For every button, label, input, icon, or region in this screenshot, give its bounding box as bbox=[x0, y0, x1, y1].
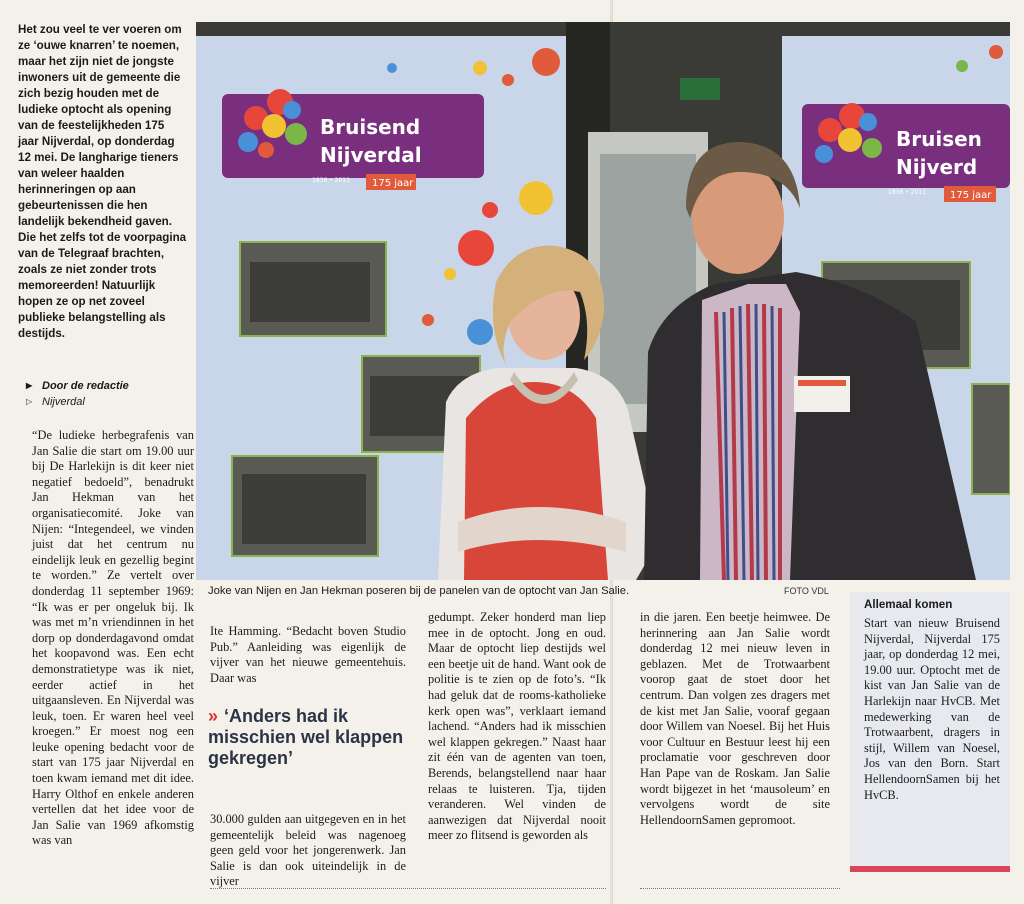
byline-place: ▷ Nijverdal bbox=[26, 394, 196, 410]
info-box-text: Start van nieuw Bruisend Nijverdal, Nijverdal 175 jaar, op donderdag 12 mei, 19.00 uur. Optocht met de kist van Jan Salie van de Harlekijn naar HvCB. Met medewerking van de Trotwaarbent, dragers in stijl, Willem van Noesel, Jos van den Born. Start HellendoornSamen bij het HvCB. bbox=[864, 616, 1000, 802]
dotted-rule-right bbox=[640, 888, 840, 890]
svg-text:1836 • 2011: 1836 • 2011 bbox=[888, 189, 926, 196]
svg-text:Bruisend: Bruisend bbox=[320, 115, 421, 139]
info-box-title: Allemaal komen bbox=[864, 598, 953, 611]
info-box bbox=[850, 592, 1010, 872]
bruisend-nijverdal-banner bbox=[222, 89, 484, 190]
dotted-rule-left bbox=[210, 888, 606, 890]
intro-paragraph: Het zou veel te ver voeren om ze ‘ouwe knarren’ te noemen, maar het zijn niet de jongste inwoners uit de gemeente die zich bezig houden met de ludieke optocht als opening van de feestelijkheden 175 jaar Nijverdal, op donderdag 12 mei. De langharige tieners van weleer haalden herinneringen op aan gebeurtenissen die hen landelijk bekendheid gaven. Die het zelfs tot de voorpagina van de Telegraaf brachten, zoals ze niet zonder trots memoreerden! Natuurlijk hopen ze op net zoveel publieke belangstelling als destijds. bbox=[18, 23, 187, 340]
pull-quote bbox=[208, 706, 406, 769]
article-column-2-top: Ite Hamming. “Bedacht boven Studio Pub.” Aanleiding was eigenlijk de vijver van het nieuwe gemeentehuis. Daar was bbox=[210, 624, 406, 685]
svg-text:Bruisen: Bruisen bbox=[896, 127, 982, 151]
svg-text:175 jaar: 175 jaar bbox=[372, 178, 414, 189]
archive-photo-5 bbox=[972, 384, 1010, 494]
pull-quote-mark: » bbox=[208, 706, 219, 726]
bruisend-nijverdal-banner-right bbox=[802, 103, 1010, 202]
svg-text:1836 • 2011: 1836 • 2011 bbox=[312, 177, 350, 184]
svg-text:Nijverdal: Nijverdal bbox=[320, 143, 422, 167]
byline-author: ▶ Door de redactie bbox=[26, 378, 196, 394]
article-photo bbox=[196, 22, 1010, 580]
pull-quote-text: ‘Anders had ik misschien wel klappen gekregen’ bbox=[208, 706, 404, 768]
photo-caption: Joke van Nijen en Jan Hekman poseren bij de panelen van de optocht van Jan Salie. bbox=[208, 585, 630, 597]
article-column-3: gedumpt. Zeker honderd man liep mee in de optocht. Jong en oud. Maar de optocht liep destijds wel een beetje uit de hand. Want ook de politie is te zien op de foto’s. “Ik had geluk dat de rooms-katholieke kerk open was”, verklaart iemand lachend. “Anders had ik misschien wel klappen gekregen.” Naast haar zit één van de agenten van toen, Berends, belangstellend naar haar relaas te luisteren. Tja, tijden veranderen. Wel vinden de aanwezigen dat Nijverdal nooit meer zo flitsend is geworden als bbox=[428, 610, 606, 843]
article-column-1: “De ludieke herbegrafenis van Jan Salie die start om 19.00 uur bij De Harlekijn is dit keer niet negatief bedoeld”, benadrukt Jan Hekman van het organisatiecomité. Joke van Nijen: “Integendeel, we vinden juist dat het centrum nu eindelijk leuk en gezellig begint te worden.” Ze vertelt over donderdag 11 september 1969: “Ik was er per ongeluk bij. Ik was met m’n vriendinnen in het dorp op donderdagavond omdat het koopavond was. Een echt demonstratietype was ik niet, eerder actief in het uitgaansleven. En Nijverdal was leuk, toen. Er waren heel veel kroegen.” Er moest nog een leuke opening bedacht voor de start van 175 jaar Nijverdal en toen kwam iemand met dit idee. Harry Olthof en enkele anderen vertellen dat het idee voor de Jan Salie van 1969 afkomstig was van bbox=[32, 428, 194, 848]
byline bbox=[26, 378, 196, 410]
article-column-2-bottom: 30.000 gulden aan uitgegeven en in het gemeentelijk beleid was nagenoeg geen geld voor het jongerenwerk. Jan Salie is dan ook uiteindelijk in de vijver bbox=[210, 812, 406, 889]
info-box-accent-bar bbox=[850, 866, 1010, 872]
photo-credit: FOTO VDL bbox=[784, 586, 829, 596]
article-column-4: in die jaren. Een beetje heimwee. De herinnering aan Jan Salie wordt donderdag 12 mei nieuw leven in geblazen. Met de Trotwaarbent voorop gaat de stoet door het centrum. Dan volgen zes dragers met de kist met Jan Salie, vooraf gegaan door Willem van Noesel. Bij het Huis voor Cultuur en Bestuur leest hij een proclamatie voor geschreven door Han Pape van de Roskam. Jan Salie wordt bijgezet in het ‘mausoleum’ en vervolgens wordt de site HellendoornSamen gepromoot. bbox=[640, 610, 830, 827]
svg-text:175 jaar: 175 jaar bbox=[950, 190, 992, 201]
svg-text:Nijverd: Nijverd bbox=[896, 155, 978, 179]
